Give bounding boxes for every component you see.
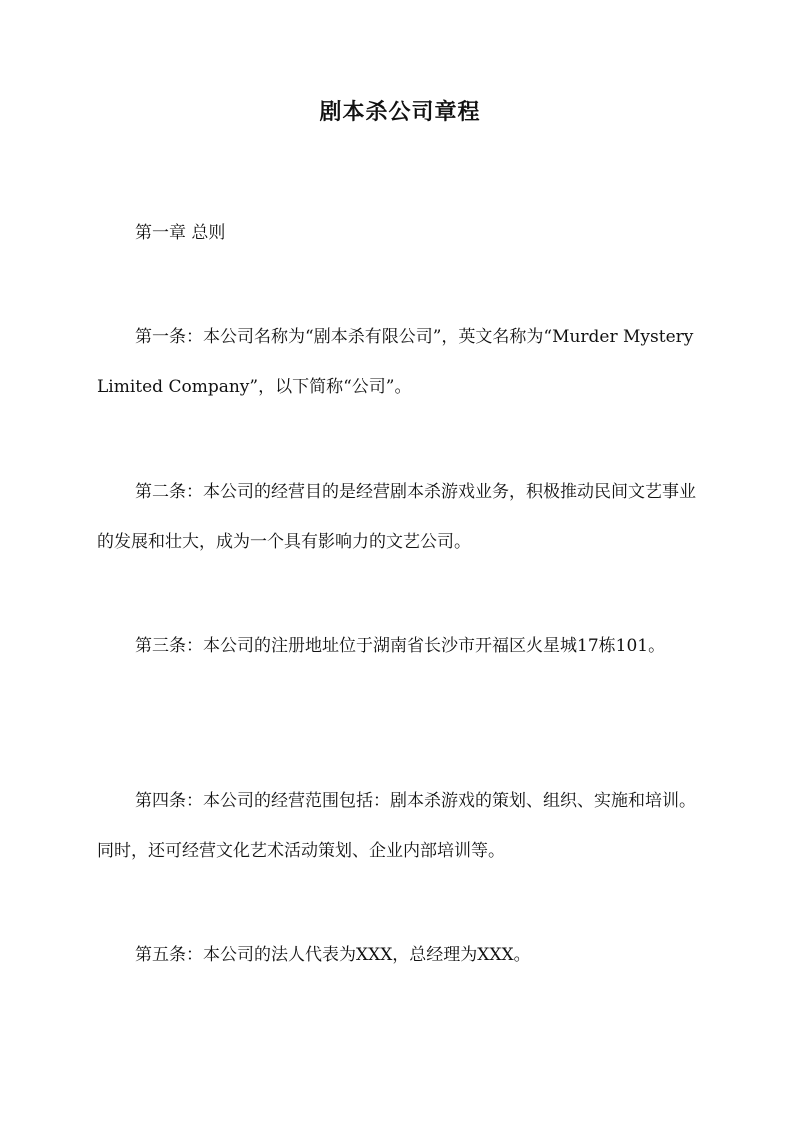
document-title: 剧本杀公司章程 — [319, 99, 481, 125]
chapter-heading: 第一章 总则 — [135, 223, 226, 243]
article-1: 第一条：本公司名称为“剧本杀有限公司”，英文名称为“Murder Mystery Limited Company”，以下简称“公司”。 — [97, 327, 694, 397]
article-2: 第二条：本公司的经营目的是经营剧本杀游戏业务，积极推动民间文艺事业的发展和壮大，成为一个具有影响力的文艺公司。 — [97, 482, 696, 552]
article-5: 第五条：本公司的法人代表为XXX，总经理为XXX。 — [135, 945, 531, 965]
article-4: 第四条：本公司的经营范围包括：剧本杀游戏的策划、组织、实施和培训。同时，还可经营文化艺术活动策划、企业内部培训等。 — [97, 791, 696, 861]
article-3: 第三条：本公司的注册地址位于湖南省长沙市开福区火星城17栋101。 — [135, 636, 666, 656]
